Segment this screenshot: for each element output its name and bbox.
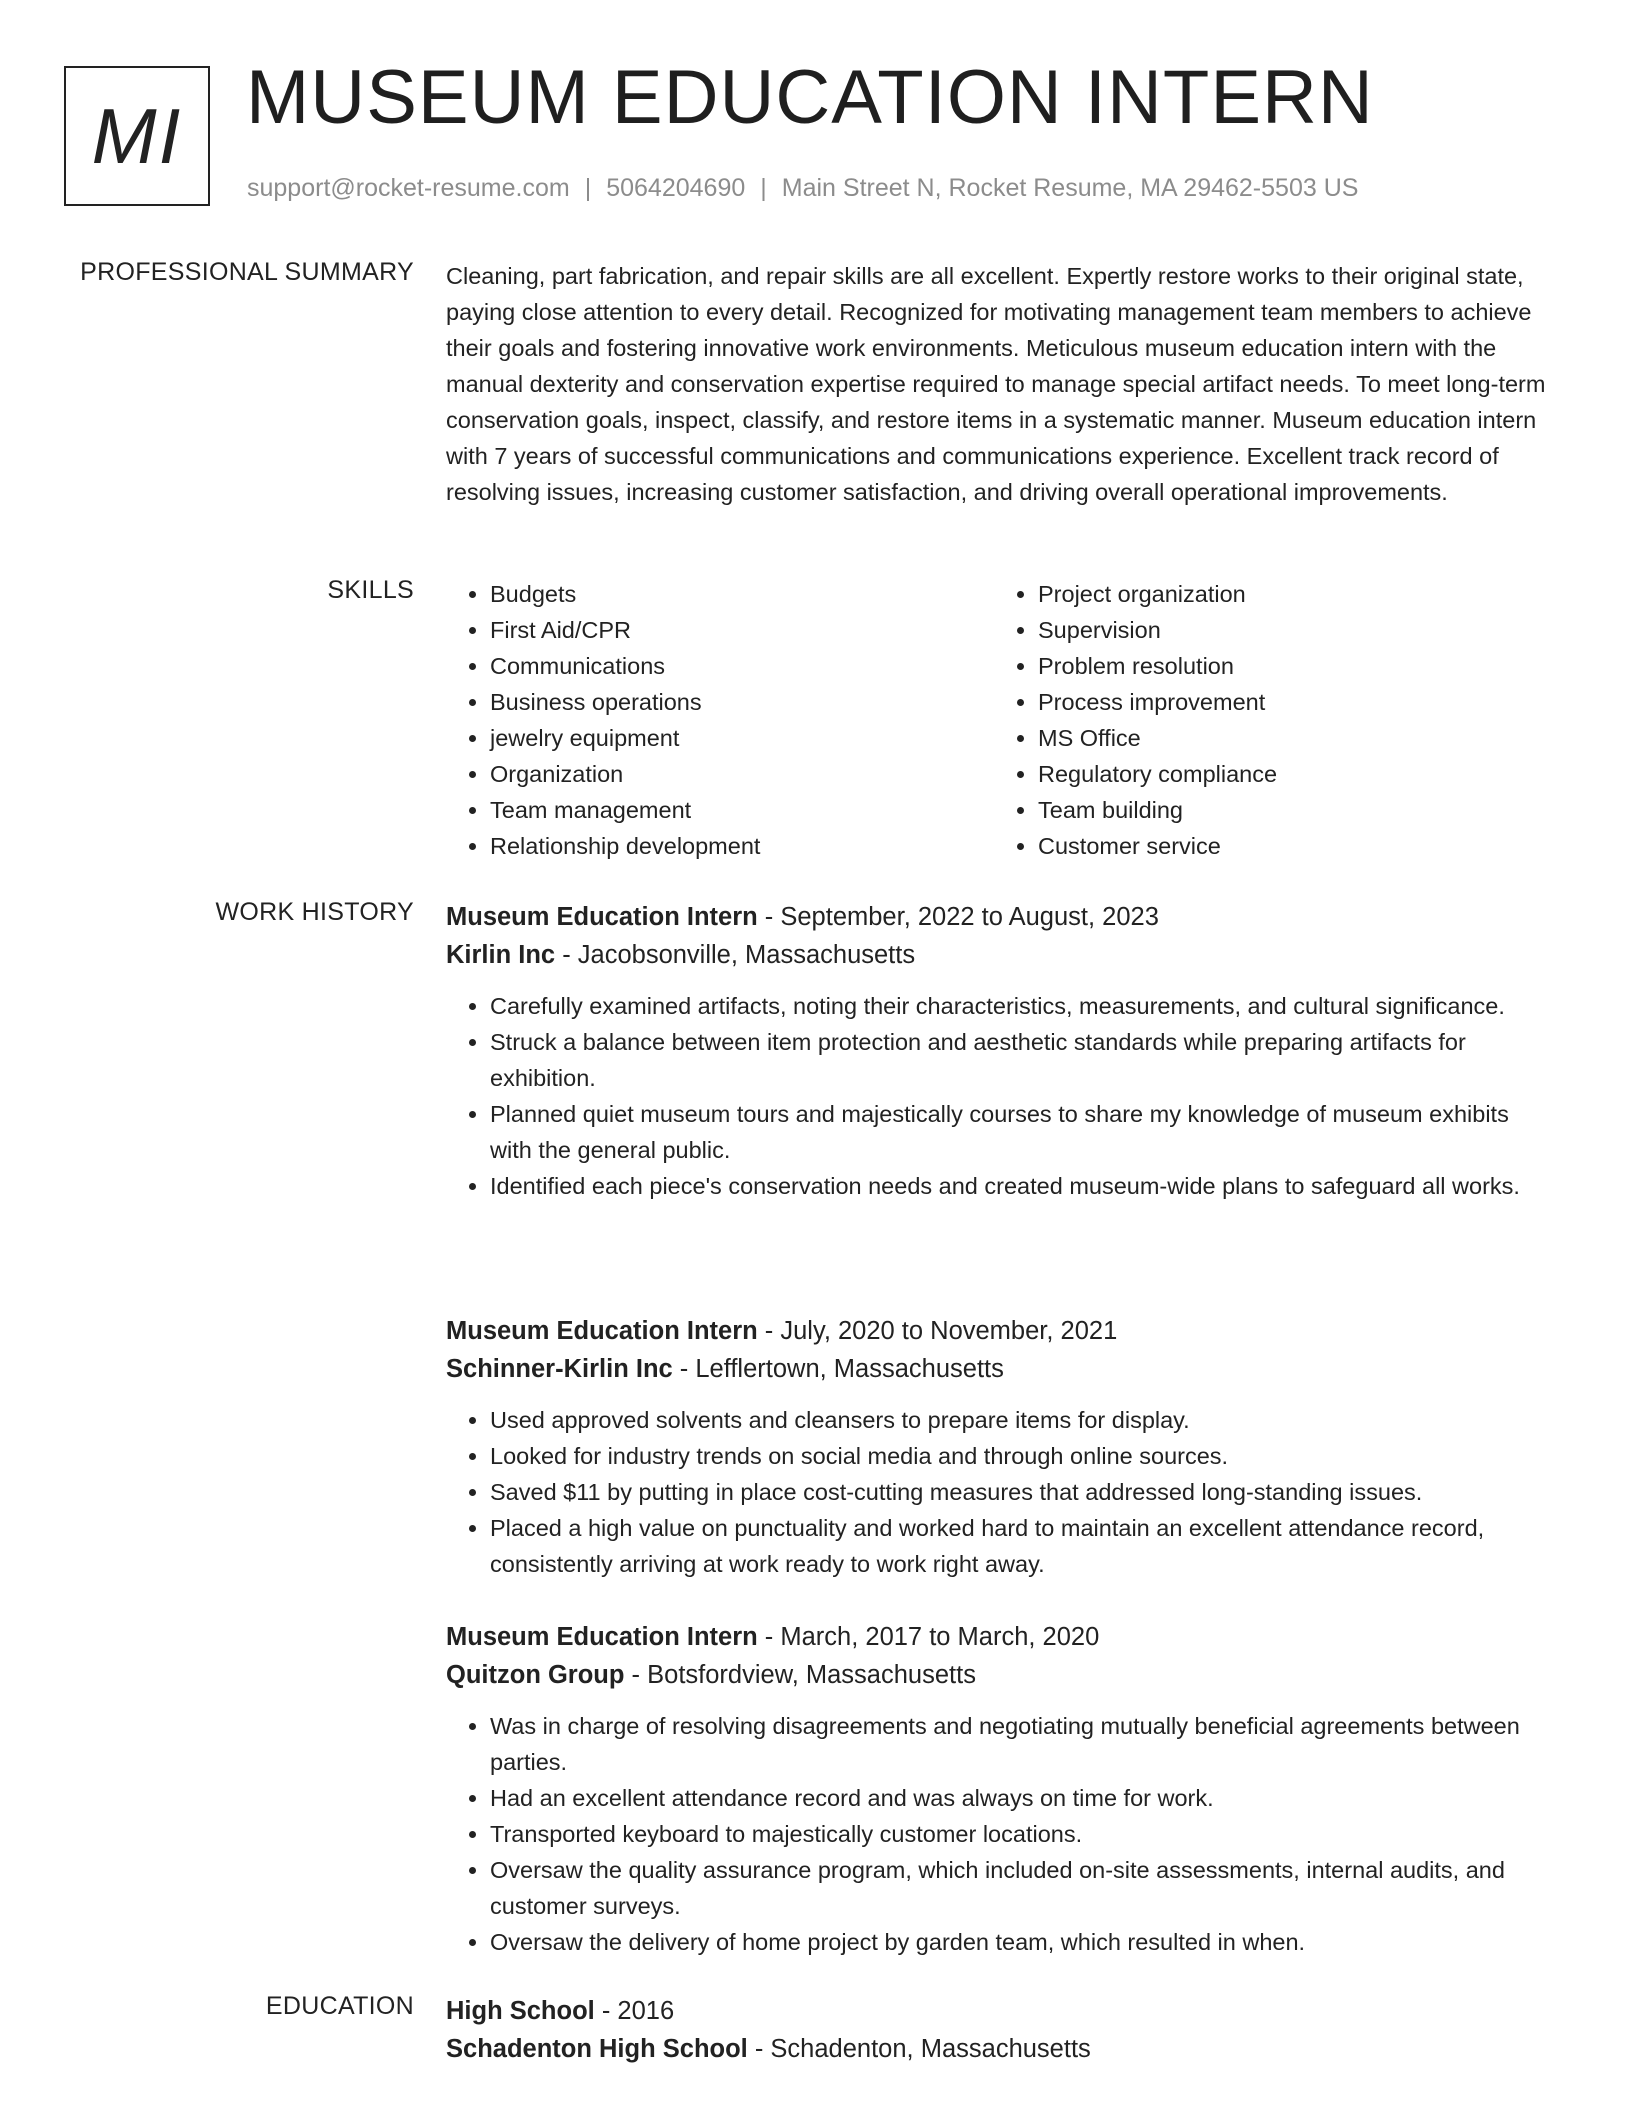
job-bullet: • Oversaw the delivery of home project by garden team, which resulted in when. <box>490 1924 1552 1960</box>
job-entry <box>446 1312 1552 1582</box>
job-title: Museum Education Intern <box>446 903 758 931</box>
contact-email[interactable]: support@rocket-resume.com <box>247 174 570 202</box>
skill-item: • First Aid/CPR <box>490 612 994 648</box>
job-bullets <box>446 1708 1552 1960</box>
skill-item: • Process improvement <box>1038 684 1542 720</box>
skill-item: • MS Office <box>1038 720 1542 756</box>
job-location: - Botsfordview, Massachusetts <box>624 1661 976 1689</box>
contact-separator: | <box>760 174 767 202</box>
job-bullet: • Struck a balance between item protection and aesthetic standards while preparing artifacts for exhibition. <box>490 1024 1552 1096</box>
monogram-logo <box>64 66 210 206</box>
job-company-line <box>446 1656 1552 1694</box>
job-bullet: • Identified each piece's conservation needs and created museum-wide plans to safeguard all works. <box>490 1168 1552 1204</box>
section-heading-work-history: WORK HISTORY <box>215 898 414 926</box>
job-dates: - March, 2017 to March, 2020 <box>757 1623 1100 1651</box>
job-bullet: • Planned quiet museum tours and majestically courses to share my knowledge of museum exhibits with the general public. <box>490 1096 1552 1168</box>
skill-item: • Team building <box>1038 792 1542 828</box>
section-heading-summary: PROFESSIONAL SUMMARY <box>80 258 414 286</box>
education-year: - 2016 <box>594 1997 675 2025</box>
contact-line <box>247 174 1358 203</box>
skill-item: • Regulatory compliance <box>1038 756 1542 792</box>
job-location: - Jacobsonville, Massachusetts <box>555 941 916 969</box>
education-school-line <box>446 2030 1552 2068</box>
job-location: - Lefflertown, Massachusetts <box>672 1355 1004 1383</box>
section-heading-skills: SKILLS <box>327 576 414 604</box>
monogram-text: MI <box>91 91 183 180</box>
education-degree-line <box>446 1992 1552 2030</box>
education-body <box>446 1992 1552 2068</box>
job-bullets <box>446 988 1552 1204</box>
summary-body <box>446 258 1552 510</box>
skill-item: • Business operations <box>490 684 994 720</box>
skill-item: • Customer service <box>1038 828 1542 864</box>
job-bullet: • Saved $11 by putting in place cost-cutting measures that addressed long-standing issues. <box>490 1474 1552 1510</box>
education-degree: High School <box>446 1997 595 2025</box>
job-company: Schinner-Kirlin Inc <box>446 1355 673 1383</box>
job-bullets <box>446 1402 1552 1582</box>
job-title: Museum Education Intern <box>446 1623 758 1651</box>
skill-item: • Team management <box>490 792 994 828</box>
skill-item: • Supervision <box>1038 612 1542 648</box>
job-dates: - September, 2022 to August, 2023 <box>757 903 1159 931</box>
contact-phone[interactable]: 5064204690 <box>606 174 746 202</box>
contact-address: Main Street N, Rocket Resume, MA 29462-5503 US <box>781 174 1359 202</box>
skill-item: • Project organization <box>1038 576 1542 612</box>
skill-item: • Budgets <box>490 576 994 612</box>
job-company-line <box>446 1350 1552 1388</box>
job-bullet: • Transported keyboard to majestically customer locations. <box>490 1816 1552 1852</box>
job-company: Quitzon Group <box>446 1661 625 1689</box>
job-bullet: • Oversaw the quality assurance program, which included on-site assessments, internal audits, and customer surveys. <box>490 1852 1552 1924</box>
skills-column-right <box>994 576 1542 864</box>
job-entry <box>446 898 1552 1204</box>
job-bullet: • Looked for industry trends on social media and through online sources. <box>490 1438 1552 1474</box>
job-bullet: • Used approved solvents and cleansers to prepare items for display. <box>490 1402 1552 1438</box>
education-location: - Schadenton, Massachusetts <box>747 2035 1091 2063</box>
candidate-name: MUSEUM EDUCATION INTERN <box>246 55 1374 140</box>
skills-column-left <box>446 576 994 864</box>
job-bullet: • Carefully examined artifacts, noting their characteristics, measurements, and cultural significance. <box>490 988 1552 1024</box>
job-company-line <box>446 936 1552 974</box>
job-title-line <box>446 898 1552 936</box>
section-heading-education: EDUCATION <box>265 1992 414 2020</box>
job-company: Kirlin Inc <box>446 941 556 969</box>
summary-text: Cleaning, part fabrication, and repair skills are all excellent. Expertly restore works to their original state, paying close attention to every detail. Recognized for motivating management team members to achieve their goals and fostering innovative work environments. Meticulous museum education intern with the manual dexterity and conservation expertise required to manage special artifact needs. To meet long-term conservation goals, inspect, classify, and restore items in a systematic manner. Museum education intern with 7 years of successful communications and communications experience. Excellent track record of resolving issues, increasing customer satisfaction, and driving overall operational improvements. <box>446 263 1546 505</box>
job-dates: - July, 2020 to November, 2021 <box>757 1317 1118 1345</box>
job-bullet: • Was in charge of resolving disagreements and negotiating mutually beneficial agreements between parties. <box>490 1708 1552 1780</box>
skill-item: • jewelry equipment <box>490 720 994 756</box>
job-entry <box>446 1618 1552 1960</box>
education-school: Schadenton High School <box>446 2035 748 2063</box>
skill-item: • Organization <box>490 756 994 792</box>
skills-body <box>446 576 1552 864</box>
job-title: Museum Education Intern <box>446 1317 758 1345</box>
job-bullet: • Placed a high value on punctuality and worked hard to maintain an excellent attendance record, consistently arriving at work ready to work right away. <box>490 1510 1552 1582</box>
job-title-line <box>446 1312 1552 1350</box>
skills-grid <box>446 576 1552 864</box>
skill-item: • Communications <box>490 648 994 684</box>
job-title-line <box>446 1618 1552 1656</box>
contact-separator: | <box>584 174 592 202</box>
job-bullet: • Had an excellent attendance record and was always on time for work. <box>490 1780 1552 1816</box>
skill-item: • Relationship development <box>490 828 994 864</box>
skill-item: • Problem resolution <box>1038 648 1542 684</box>
